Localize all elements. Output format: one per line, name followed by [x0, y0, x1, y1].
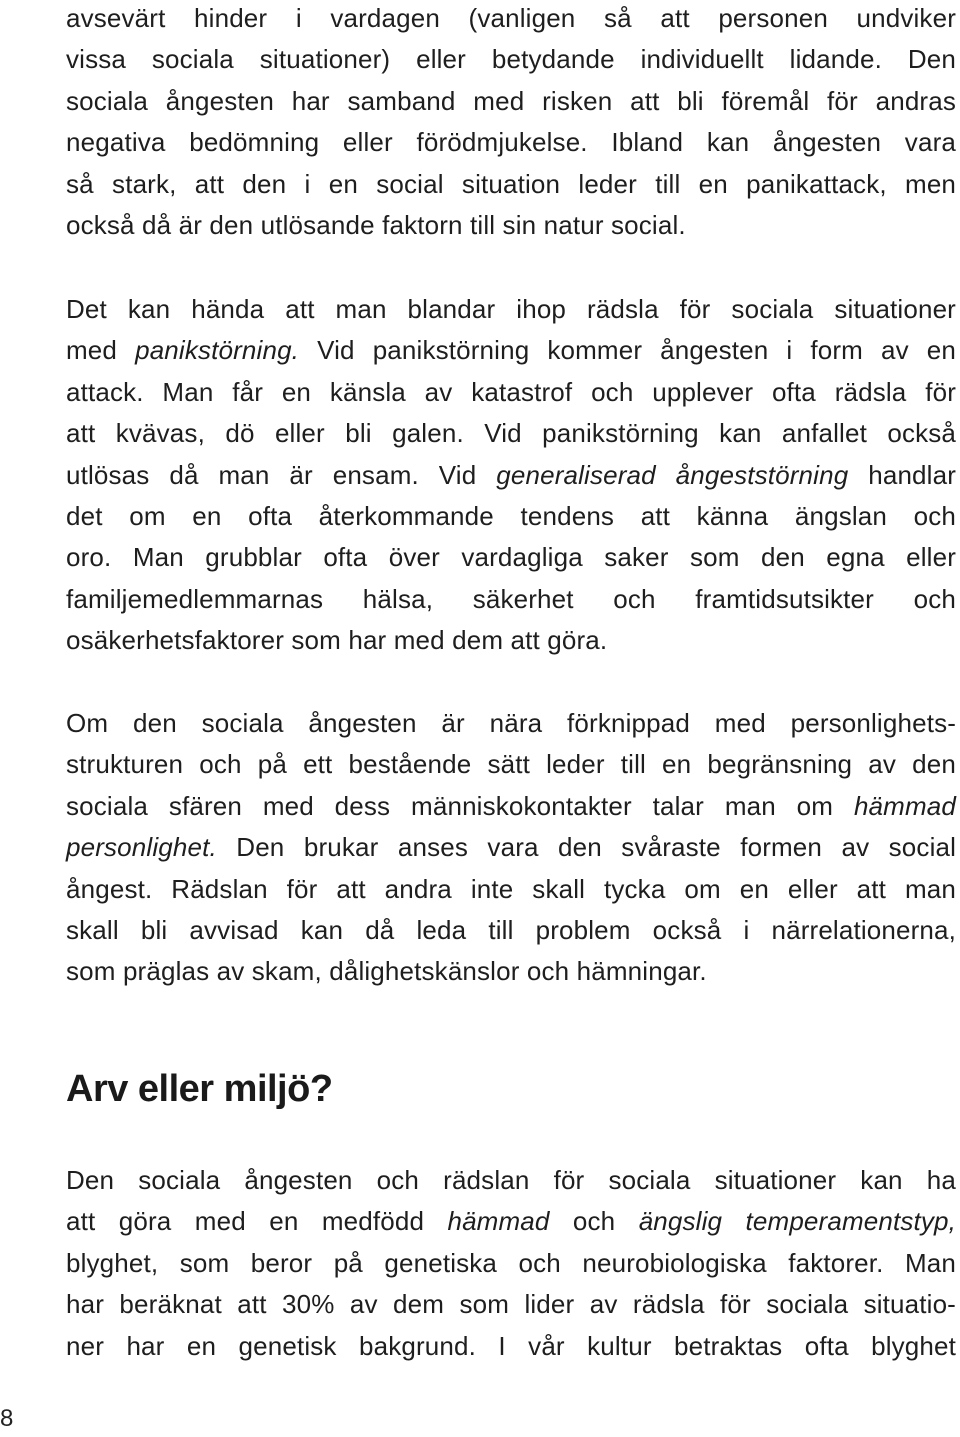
text-line: [66, 827, 956, 868]
text-line: blyghet, som beror på genetiska och neurobiologiska faktorer. Man: [66, 1247, 956, 1278]
text-line: som präglas av skam, dålighetskänslor och hämningar.: [66, 956, 707, 987]
paragraph-social-anxiety-impact: [66, 0, 956, 246]
paragraph-heredity: [66, 1160, 956, 1367]
section-heading: Arv eller miljö?: [66, 1068, 333, 1110]
text-line: Om den sociala ångesten är nära förknippad med personlighets-: [66, 708, 957, 738]
text-segment: och: [549, 1206, 639, 1237]
text-line: sociala ångesten har samband med risken att bli föremål för andras: [66, 85, 956, 116]
paragraph-inhibited-personality: [66, 703, 956, 993]
text-line: att kvävas, dö eller bli galen. Vid panikstörning kan anfallet också: [66, 418, 957, 449]
text-segment: Vid panikstörning kommer ångesten i form av en: [299, 335, 957, 366]
text-line: det om en ofta återkommande tendens att känna ängslan och: [66, 501, 956, 532]
text-line: [66, 1201, 956, 1242]
text-line: Den sociala ångesten och rädslan för sociala situationer kan ha: [66, 1165, 957, 1195]
text-line: har beräknat att 30% av dem som lider av rädsla för sociala situatio-: [66, 1289, 956, 1320]
text-line: [66, 786, 956, 827]
text-line: ner har en genetisk bakgrund. I vår kultur betraktas ofta blyghet: [66, 1330, 957, 1361]
text-line: så stark, att den i en social situation leder till en panikattack, men: [66, 168, 957, 199]
text-segment: med: [66, 335, 136, 366]
emphasis-term: generaliserad ångeststörning: [496, 459, 849, 490]
text-line: [66, 330, 956, 371]
text-line: negativa bedömning eller förödmjukelse. Ibland kan ångesten vara: [66, 127, 956, 158]
emphasis-term: panikstörning.: [135, 335, 300, 366]
text-segment: att göra med en medfödd: [66, 1206, 448, 1237]
text-line: ångest. Rädslan för att andra inte skall tycka om en eller att man: [66, 873, 957, 904]
emphasis-term: personlighet.: [66, 832, 217, 863]
text-segment: Den brukar anses vara den svåraste formen av social: [216, 832, 957, 863]
text-line: Det kan hända att man blandar ihop rädsla för sociala situationer: [66, 294, 956, 324]
text-line: oro. Man grubblar ofta över vardagliga saker som den egna eller: [66, 542, 957, 573]
emphasis-term: ängslig temperamentstyp,: [638, 1206, 957, 1237]
text-line: familjemedlemmarnas hälsa, säkerhet och framtidsutsikter och: [66, 583, 956, 614]
text-line: [66, 455, 956, 496]
text-line: avsevärt hinder i vardagen (vanligen så att personen undviker: [66, 3, 956, 33]
paragraph-panic-disorder: [66, 289, 956, 662]
text-line: också då är den utlösande faktorn till sin natur social.: [66, 210, 686, 241]
text-segment: handlar: [848, 459, 957, 490]
text-segment: utlösas då man är ensam. Vid: [66, 459, 497, 490]
text-line: vissa sociala situationer) eller betydande individuellt lidande. Den: [66, 44, 957, 75]
text-segment: sociala sfären med dess människokontakter talar man om: [66, 790, 854, 821]
text-line: skall bli avvisad kan då leda till problem också i närrelationerna,: [66, 915, 956, 946]
text-line: strukturen och på ett bestående sätt leder till en begränsning av den: [66, 749, 957, 780]
emphasis-term: hämmad: [853, 790, 956, 821]
text-line: attack. Man får en känsla av katastrof och upplever ofta rädsla för: [66, 376, 956, 407]
text-line: osäkerhetsfaktorer som har med dem att göra.: [66, 625, 608, 656]
page-number: 8: [0, 1405, 14, 1432]
emphasis-term: hämmad: [447, 1206, 550, 1237]
